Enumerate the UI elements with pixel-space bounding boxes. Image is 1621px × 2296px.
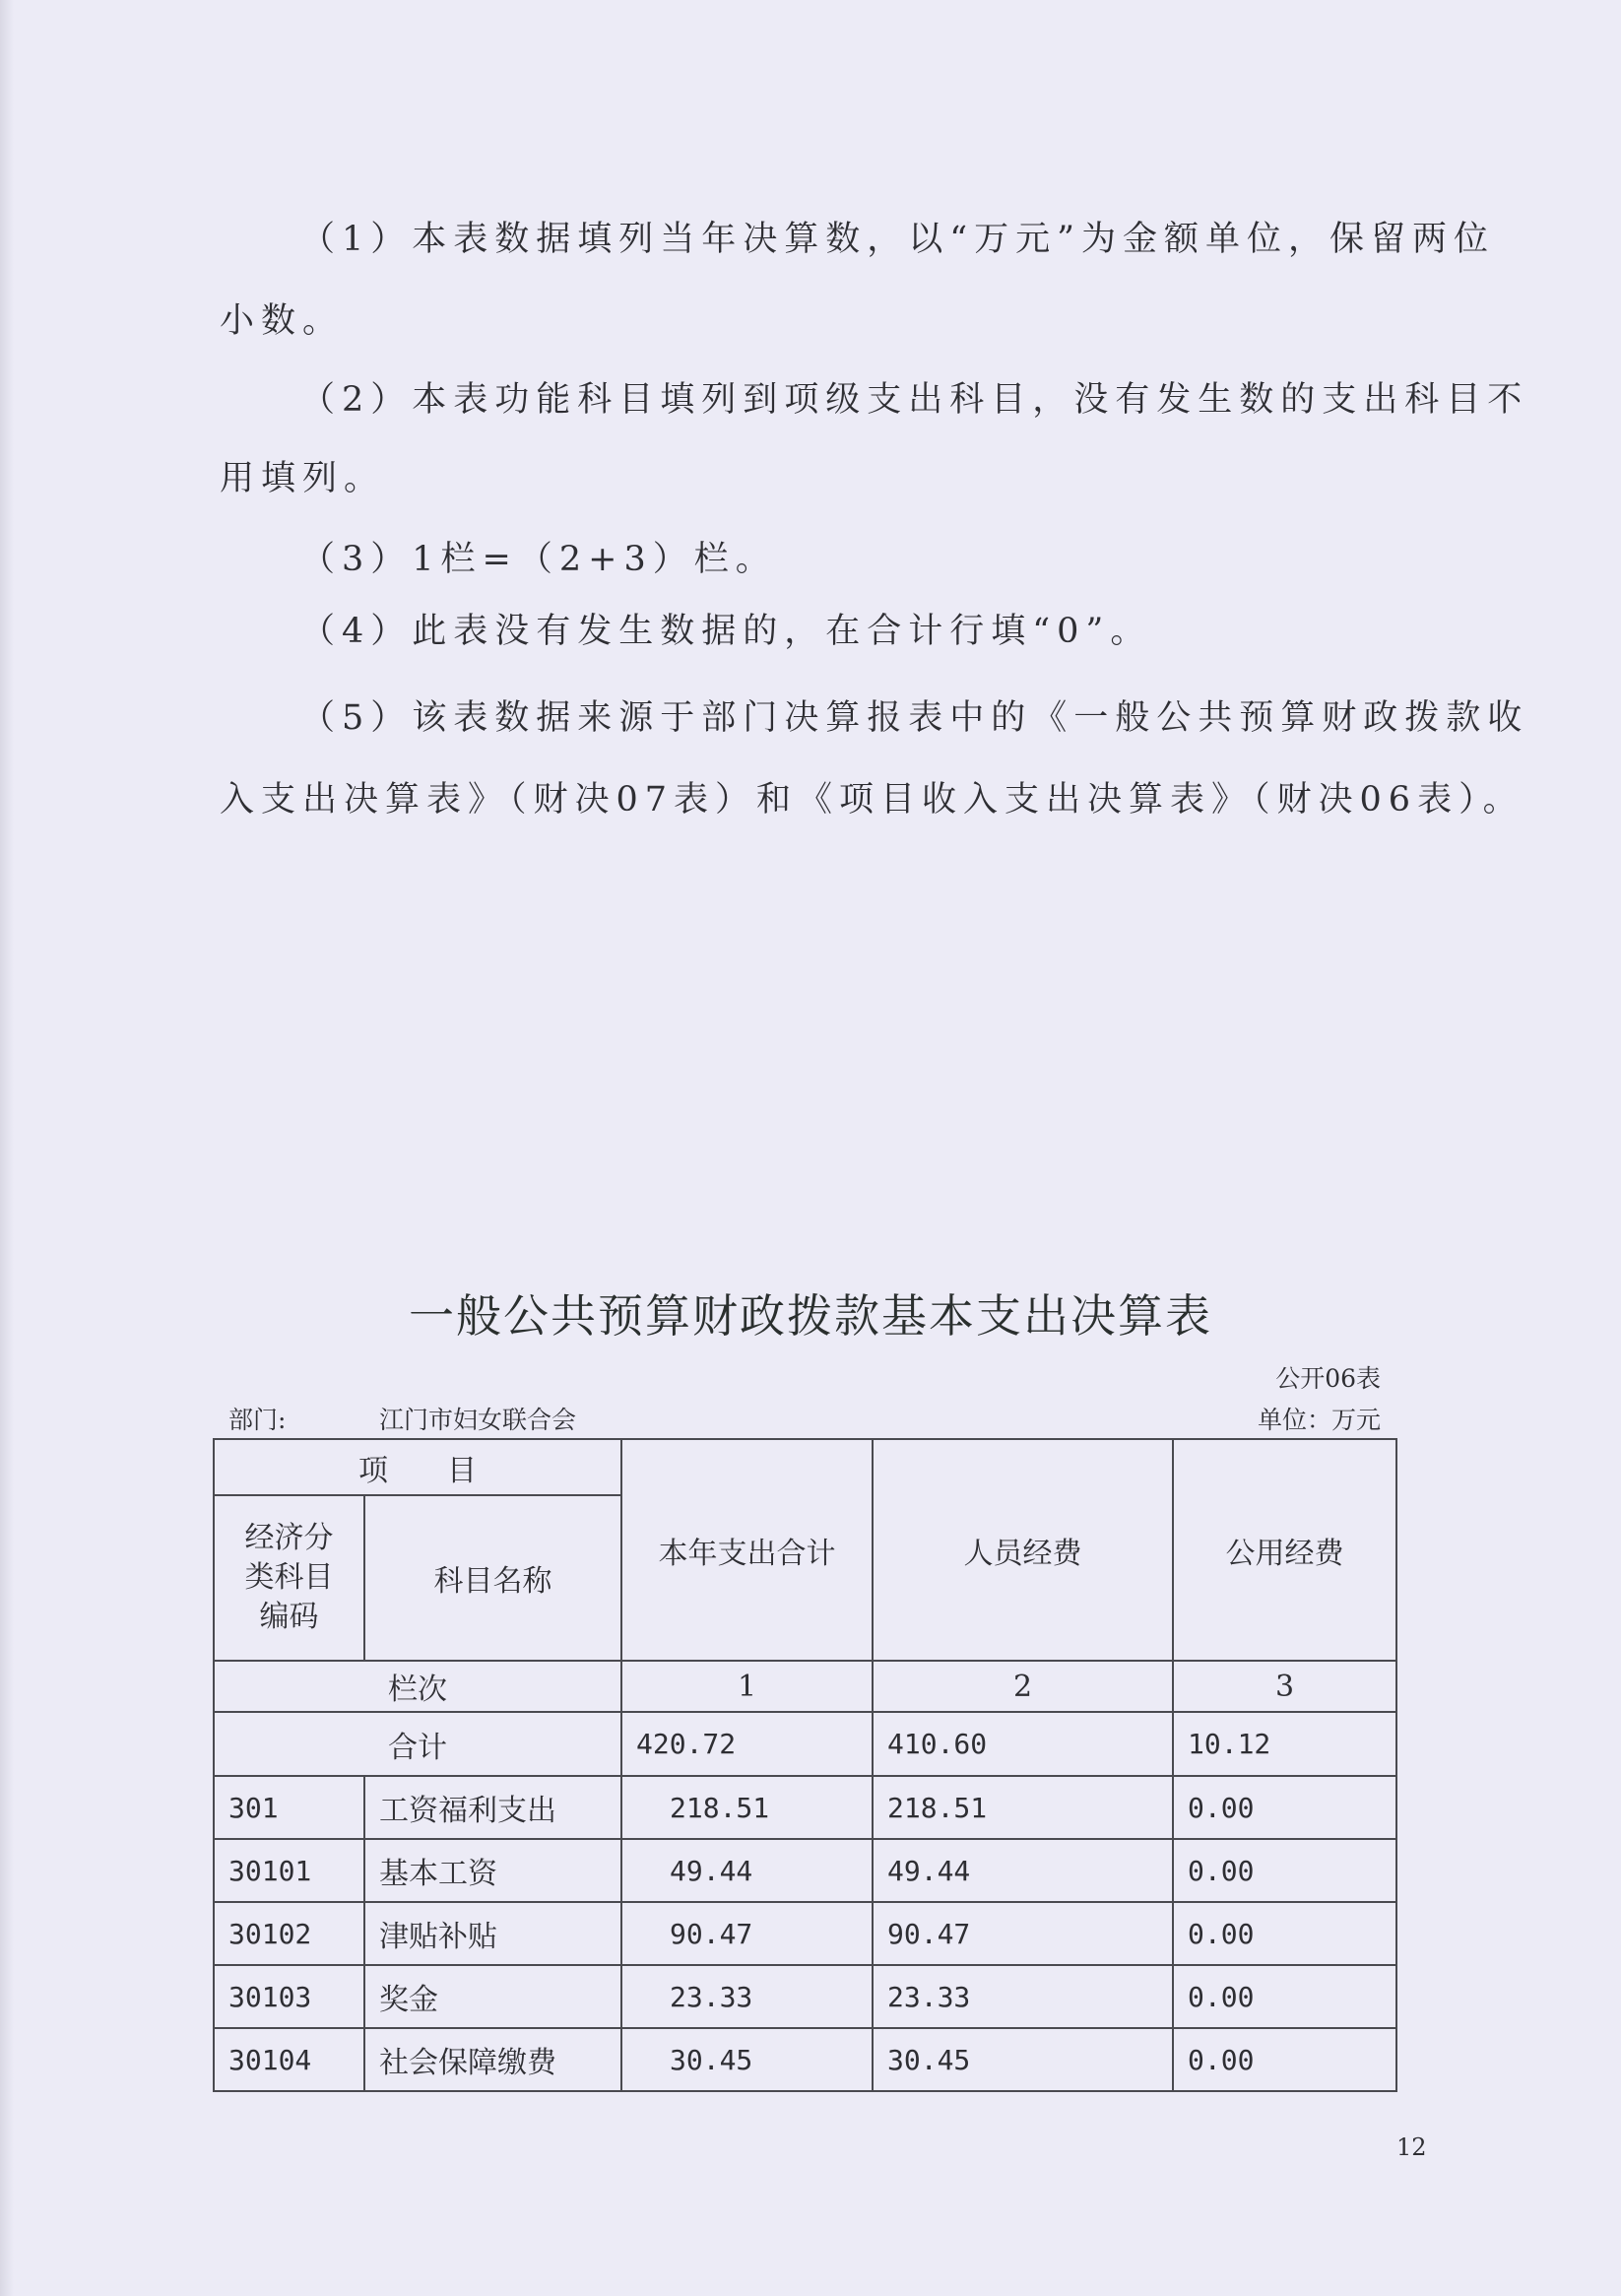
sum-public: 10.12 [1173,1712,1396,1776]
table-row [214,1902,1396,1965]
row-name: 基本工资 [364,1839,621,1902]
row-personnel: 23.33 [873,1965,1173,2028]
row-personnel: 49.44 [873,1839,1173,1902]
row-code: 30103 [214,1965,364,2028]
dept-label: 部门: [228,1406,287,1434]
header-total: 本年支出合计 [621,1439,873,1661]
row-name: 工资福利支出 [364,1776,621,1839]
note-4: （4）此表没有发生数据的，在合计行填“0”。 [300,612,1152,651]
row-total: 49.44 [621,1839,873,1902]
table-number: 公开06表 [1275,1364,1381,1393]
col-index-3: 3 [1173,1661,1396,1712]
sum-row [214,1712,1396,1776]
row-name: 社会保障缴费 [364,2028,621,2091]
column-index-row [214,1661,1396,1712]
note-1-cont: 小数。 [220,301,345,341]
col-index-2: 2 [873,1661,1173,1712]
note-1: （1）本表数据填列当年决算数，以“万元”为金额单位，保留两位 [300,220,1496,259]
table-row [214,2028,1396,2091]
row-personnel: 30.45 [873,2028,1173,2091]
col-index-label: 栏次 [214,1661,621,1712]
dept-name: 江门市妇女联合会 [379,1406,577,1434]
page-number: 12 [1396,2133,1427,2161]
expenditure-table [213,1438,1397,2092]
table-row [214,1839,1396,1902]
header-code: 经济分类科目编码 [214,1495,364,1661]
unit-label: 单位：万元 [1257,1406,1381,1434]
row-total: 23.33 [621,1965,873,2028]
header-public: 公用经费 [1173,1439,1396,1661]
note-2-cont: 用填列。 [220,459,386,498]
row-name: 津贴补贴 [364,1902,621,1965]
row-code: 30101 [214,1839,364,1902]
row-name: 奖金 [364,1965,621,2028]
row-total: 90.47 [621,1902,873,1965]
row-personnel: 218.51 [873,1776,1173,1839]
note-2: （2）本表功能科目填列到项级支出科目，没有发生数的支出科目不 [300,380,1529,420]
sum-personnel: 410.60 [873,1712,1173,1776]
row-personnel: 90.47 [873,1902,1173,1965]
row-public: 0.00 [1173,1776,1396,1839]
row-total: 218.51 [621,1776,873,1839]
row-public: 0.00 [1173,1902,1396,1965]
row-code: 30104 [214,2028,364,2091]
row-code: 30102 [214,1902,364,1965]
row-total: 30.45 [621,2028,873,2091]
note-5: （5）该表数据来源于部门决算报表中的《一般公共预算财政拨款收 [300,698,1529,738]
header-personnel: 人员经费 [873,1439,1173,1661]
note-5-cont: 入支出决算表》（财决07表）和《项目收入支出决算表》（财决06表）。 [220,780,1524,820]
header-item: 项 目 [214,1439,621,1495]
note-3: （3）1栏=（2+3）栏。 [300,540,777,579]
row-public: 0.00 [1173,1965,1396,2028]
table-title: 一般公共预算财政拨款基本支出决算表 [409,1289,1212,1343]
row-code: 301 [214,1776,364,1839]
sum-total: 420.72 [621,1712,873,1776]
table-row [214,1965,1396,2028]
row-public: 0.00 [1173,2028,1396,2091]
scan-edge [0,0,14,2296]
row-public: 0.00 [1173,1839,1396,1902]
sum-label: 合计 [214,1712,621,1776]
col-index-1: 1 [621,1661,873,1712]
header-name: 科目名称 [364,1495,621,1661]
table-row [214,1776,1396,1839]
